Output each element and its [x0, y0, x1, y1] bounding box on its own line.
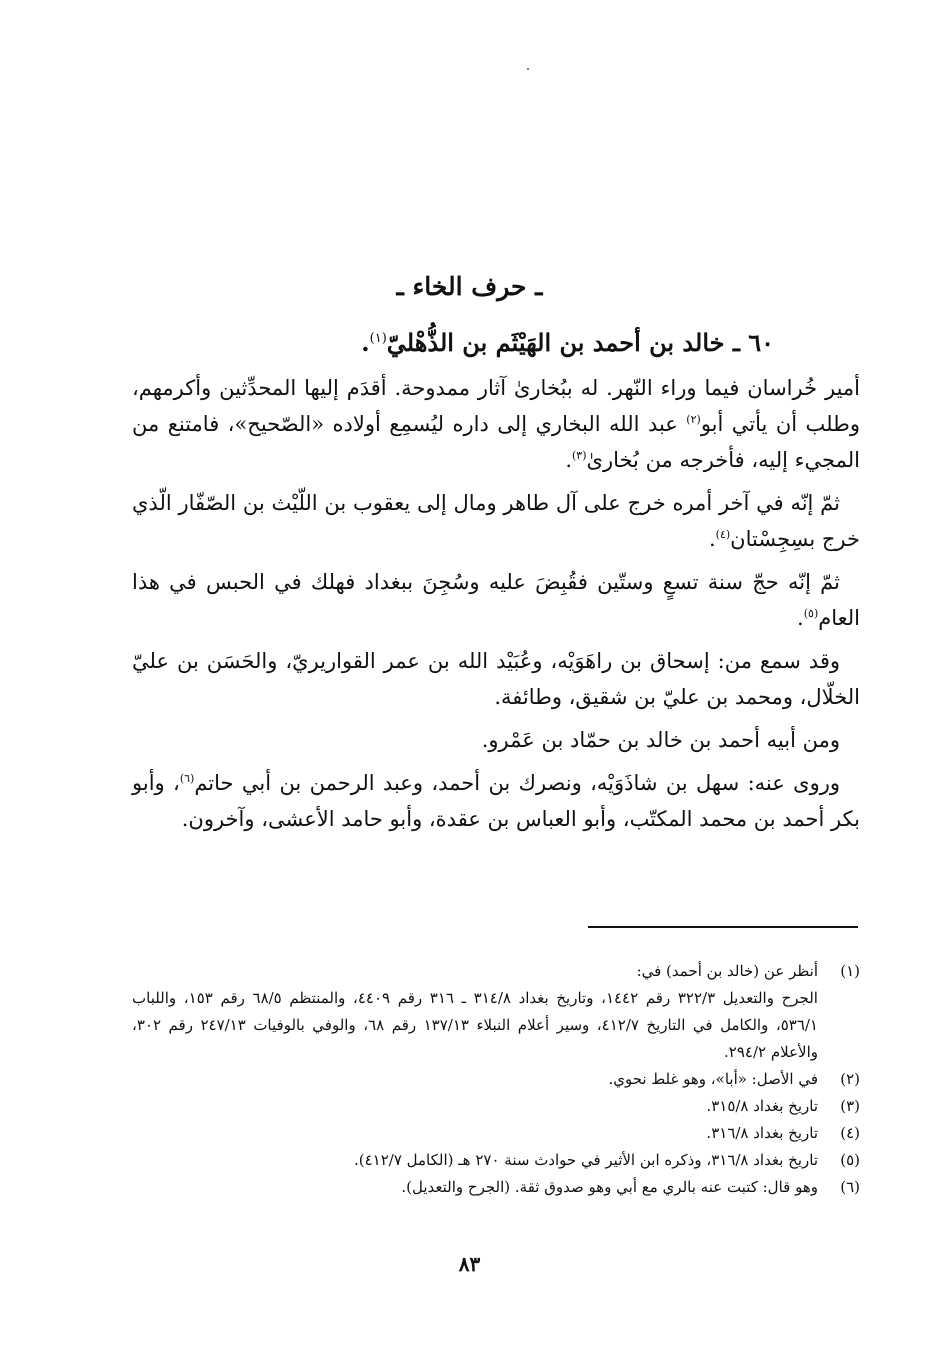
- footnote-text: [132, 1147, 818, 1174]
- footnote-item: [132, 1174, 860, 1201]
- body-text-segment: عبد الله البخاري إلى داره ليُسمِع أولاده «الصّحيح»، فامتنع من المجيء إليه، فأخرجه من بُخارىٰ: [132, 412, 860, 472]
- footnote-line: وهو قال: كتبت عنه بالري مع أبي وهو صدوق ثقة. (الجرح والتعديل).: [401, 1178, 818, 1196]
- footnote-number: (٢): [840, 1070, 860, 1088]
- footnote-item: [132, 1147, 860, 1174]
- body-paragraph: [132, 722, 860, 758]
- footnote-number: (٦): [840, 1178, 860, 1196]
- entry-heading: [361, 328, 774, 357]
- footnote-line: الجرح والتعديل ٣٢٢/٣ رقم ١٤٤٢، وتاريخ بغداد ٣١٤/٨ ـ ٣١٦ رقم ٤٤٠٩، والمنتظم ٦٨/٥ رقم ١٥٣، واللباب ٥٣٦/١، والكامل في التاريخ ٤١٢/٧، وسير أعلام النبلاء ١٣٧/١٣ رقم ٦٨، والوفي بالوفيات ٢٤٧/١٣ رقم ٣٠٢، والأعلام ٢٩٤/٢.: [132, 989, 818, 1061]
- footnote-text: [132, 1120, 818, 1147]
- body-text-segment: ، وأبو بكر أحمد بن محمد المكتّب، وأبو العباس بن عقدة، وأبو حامد الأعشى، وآخرون.: [132, 771, 860, 831]
- footnote-text: [132, 1174, 818, 1201]
- footnote-text: [132, 1066, 818, 1093]
- footnotes: [132, 958, 860, 1201]
- body-paragraph: [132, 643, 860, 715]
- footnote-ref: (٢): [686, 413, 701, 426]
- chapter-title: ـ حرف الخاء ـ: [396, 272, 543, 301]
- footnote-number: (١): [840, 962, 860, 980]
- body-paragraph: [132, 564, 860, 636]
- footnote-number: (٣): [840, 1097, 860, 1115]
- footnote-ref: (٣): [572, 449, 587, 462]
- body-text-segment: .: [708, 527, 716, 551]
- footnote-line: تاريخ بغداد ٣١٦/٨.: [706, 1124, 818, 1142]
- footnote-line: أنظر عن (خالد بن أحمد) في:: [636, 962, 818, 980]
- body-text-segment: .: [565, 448, 572, 472]
- scan-speck: [527, 68, 529, 70]
- footnote-line: في الأصل: «أبا»، وهو غلط نحوي.: [608, 1070, 818, 1088]
- body-text-segment: ثمّ إنّه في آخر أمره خرج على آل طاهر ومال إلى يعقوب بن اللّيْث بن الصّفّار الّذي خرج بسِجِسْتان: [132, 491, 860, 551]
- body-text-segment: وروى عنه: سهل بن شاذَوَيْه، ونصرك بن أحمد، وعبد الرحمن بن أبي حاتم: [194, 771, 840, 795]
- footnote-line: تاريخ بغداد ٣١٥/٨.: [706, 1097, 818, 1115]
- footnote-ref: (٦): [179, 772, 195, 785]
- footnote-number: (٤): [840, 1124, 860, 1142]
- body-text-segment: ومن أبيه أحمد بن خالد بن حمّاد بن عَمْرو.: [481, 728, 840, 752]
- body-paragraph: [132, 370, 860, 478]
- footnote-text: [132, 1093, 818, 1120]
- footnote-ref: (٥): [803, 607, 819, 620]
- footnote-text: [132, 958, 818, 1066]
- entry-body: [132, 370, 860, 844]
- entry-heading-footnote-ref: (١): [369, 331, 387, 346]
- body-text-segment: ثمّ إنّه حجّ سنة تسعٍ وستّين فقُبِضَ عليه وسُجِنَ ببغداد فهلك في الحبس في هذا العام: [132, 570, 860, 630]
- footnote-line: تاريخ بغداد ٣١٦/٨، وذكره ابن الأثير في حوادث سنة ٢٧٠ هـ (الكامل ٤١٢/٧).: [353, 1151, 818, 1169]
- page-number: ٨٣: [458, 1252, 481, 1276]
- footnote-ref: (٤): [715, 528, 731, 541]
- footnote-number: (٥): [840, 1151, 860, 1169]
- entry-heading-text: ٦٠ ـ خالد بن أحمد بن الهَيْثَم بن الذُّهْليّ: [386, 328, 774, 357]
- body-paragraph: [132, 485, 860, 557]
- body-text-segment: أمير خُراسان فيما وراء النّهر. له ببُخارىٰ آثار ممدوحة. أقدَم إليها المحدِّثين وأكرمهم، وطلب أن يأتي أبو: [132, 376, 860, 436]
- footnote-item: [132, 1066, 860, 1093]
- footnote-item: [132, 1120, 860, 1147]
- footnote-item: [132, 958, 860, 1066]
- footnote-separator: [588, 926, 858, 928]
- entry-heading-end: .: [361, 328, 370, 357]
- body-paragraph: [132, 765, 860, 837]
- body-text-segment: .: [797, 606, 804, 630]
- footnote-item: [132, 1093, 860, 1120]
- body-text-segment: وقد سمع من: إسحاق بن راهَوَيْه، وعُبَيْد الله بن عمر القواريريّ، والحَسَن بن عليّ الخلّال، ومحمد بن عليّ بن شقيق، وطائفة.: [132, 649, 860, 709]
